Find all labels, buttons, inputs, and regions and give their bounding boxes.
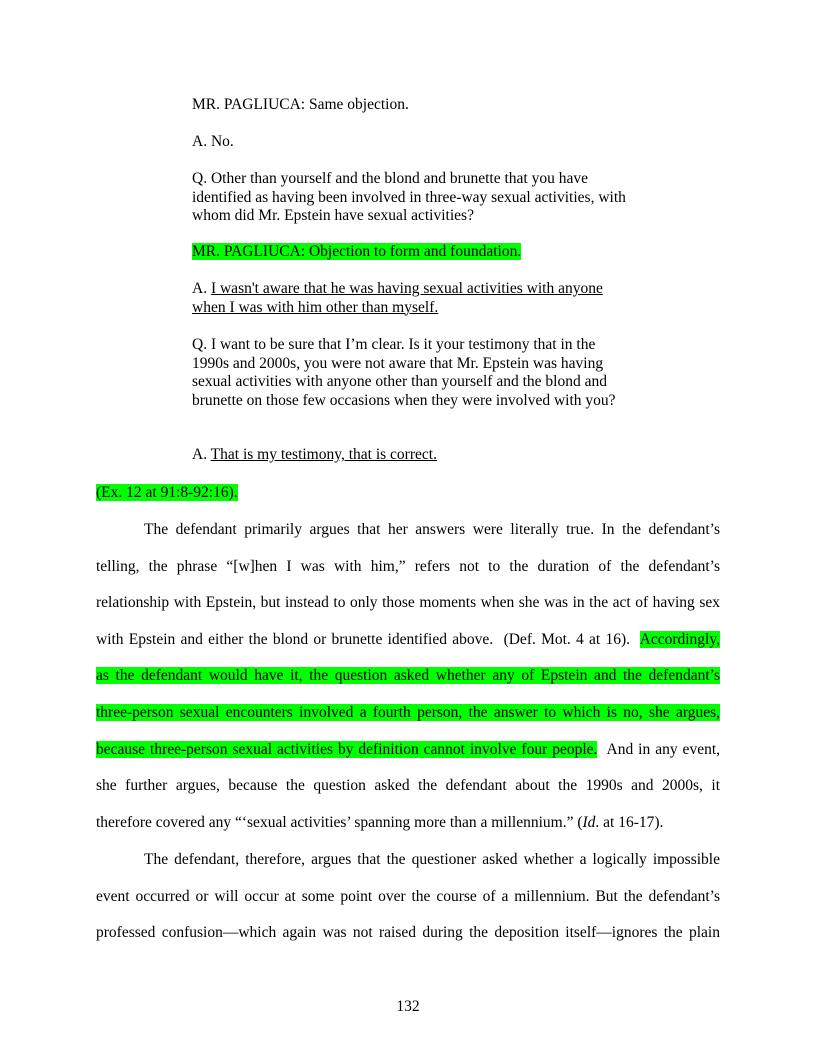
- quote-answer-no: A. No.: [192, 133, 234, 150]
- text-segment: And in any event,: [597, 740, 721, 758]
- highlighted-text: three-person sexual encounters involved a fourth person, the answer to which is no, she argues,: [96, 703, 720, 721]
- text-segment: with Epstein and either the blond or brunette identified above. (Def. Mot. 4 at 16).: [96, 630, 640, 648]
- paragraph-line: The defendant primarily argues that her answers were literally true. In the defendant’s: [144, 521, 720, 538]
- quote-objection-2: [192, 243, 632, 262]
- paragraph-line: [96, 695, 720, 732]
- highlighted-objection: MR. PAGLIUCA: Objection to form and foundation.: [192, 243, 522, 260]
- text-segment: . at 16-17).: [595, 813, 664, 831]
- text-segment: therefore covered any “‘sexual activities’ spanning more than a millennium.” (: [96, 813, 583, 831]
- paragraph-line: she further argues, because the question asked the defendant about the 1990s and 2000s, it: [96, 777, 720, 795]
- highlighted-text: Accordingly,: [639, 630, 720, 648]
- answer-prefix: A.: [192, 280, 211, 297]
- paragraph-line: event occurred or will occur at some point over the course of a millennium. But the defendant’s: [96, 887, 720, 905]
- paragraph-line: [96, 658, 720, 695]
- paragraph-line: telling, the phrase “[w]hen I was with him,” refers not to the duration of the defendant’s: [96, 557, 720, 575]
- quote-answer-1: [192, 280, 632, 317]
- paragraph-line: [96, 622, 720, 659]
- paragraph-line: The defendant, therefore, argues that the questioner asked whether a logically impossible: [144, 851, 720, 868]
- paragraph-1: [96, 512, 720, 841]
- paragraph-line: [96, 805, 720, 842]
- quote-answer-2: [192, 446, 632, 465]
- quote-question-1: Q. Other than yourself and the blond and brunette that you have identified as having been involved in three-way sexual activities, with whom did Mr. Epstein have sexual activities?: [192, 170, 626, 224]
- highlighted-text: as the defendant would have it, the question asked whether any of Epstein and the defendant’s: [96, 667, 720, 685]
- quote-question-2: Q. I want to be sure that I’m clear. Is it your testimony that in the 1990s and 2000s, you were not aware that Mr. Epstein was having sexual activities with anyone other than yourself and the blond and brunette on those few occasions when they were involved with you?: [192, 336, 616, 409]
- highlighted-citation: (Ex. 12 at 91:8-92:16).: [96, 484, 238, 501]
- paragraph-2: [96, 842, 720, 952]
- page-number: 132: [396, 998, 420, 1015]
- paragraph-line: [96, 732, 720, 769]
- underlined-answer: That is my testimony, that is correct.: [210, 446, 437, 463]
- italic-id: Id: [582, 813, 596, 831]
- answer-prefix: A.: [192, 446, 211, 463]
- underlined-answer: I wasn't aware that he was having sexual activities with anyone when I was with him other than myself.: [192, 280, 603, 316]
- quote-objection-1: MR. PAGLIUCA: Same objection.: [192, 96, 409, 113]
- paragraph-line: professed confusion—which again was not raised during the deposition itself—ignores the plain: [96, 924, 720, 942]
- citation: [96, 484, 238, 503]
- highlighted-text: because three-person sexual activities by definition cannot involve four people.: [96, 740, 598, 758]
- paragraph-line: relationship with Epstein, but instead to only those moments when she was in the act of having sex: [96, 594, 720, 612]
